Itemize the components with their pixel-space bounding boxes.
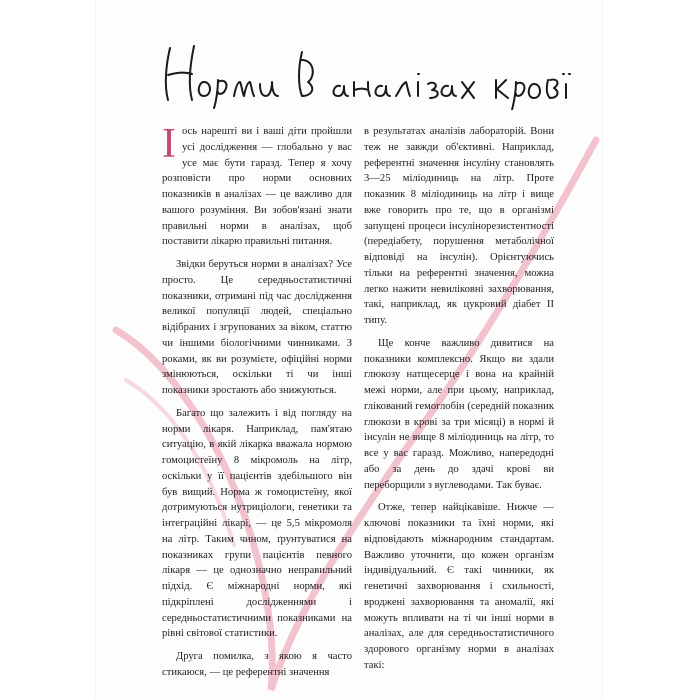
paragraph: в результатах аналізів лабораторій. Вони теж не завжди об'єктивні. Наприклад, референтні значення інсуліну становлять 3—25 мілiодиниць на літр. Проте показник 8 мілiодиниць на літр і вище вже говорить про те, що в організмі запущені процеси інсулінорезистентності (передіабету, порушення метаболічної відповіді на інсулін). Орієнтуючись тільки на референтні значення, можна легко нажити невиліковні захворювання, такі, наприклад, як цукровий діабет II типу.: [364, 126, 554, 326]
drop-cap: І: [162, 121, 176, 167]
paragraph: Друга помилка, з якою я часто стикаюся, — це референтні значення: [162, 651, 352, 678]
paragraph: Багато що залежить і від погляду на норми лікаря. Наприклад, пам'ятаю ситуацію, в якій лікарка вважала нормою гомоцистеїну 8 мікромоль на літр, оскільки у її пацієнтів здебільшого він був вищий. Норма ж гомоцистеїну, якої дотримуються нутриціологи, генетики та інтеграційні лікарі, — це 5,5 мікромоля на літр. Таким чином, ґрунтуватися на показниках групи пацієнтів певного лікаря — це однозначно неправильний підхід. Є міжнародні норми, які підкріплені дослідженнями і середньостатистичними показниками на рівні світової статистики.: [162, 407, 352, 640]
paragraph: Ще конче важливо дивитися на показники комплексно. Якщо ви здали глюкозу натщесерце і вона на крайній межі норми, але при цьому, наприклад, глікований гемоглобін (середній показник глюкози в крові за три місяці) в нормі й інсулін не вище 8 мілiодиниць на літр, то все у вас гаразд. Можливо, напередодні або за день до здачі крові ви переборщили з вуглеводами. Так буває.: [364, 337, 554, 491]
handwritten-title-glyphs: [156, 30, 576, 110]
article-body: [162, 121, 554, 684]
paragraph: Отже, тепер найцікавіше. Нижче — ключові показники та їхні норми, які відповідають міжнародним стандартам. Важливо уточнити, що кожен організм індивідуальний. Є такі чинники, як генетичні захворювання і схильності, вроджені захворювання та аномалії, які можуть впливати на ті чи інші норми в аналізах, але для середньостатистичного здорового організму норми в аналізах такі:: [364, 502, 554, 671]
book-page: [96, 0, 602, 700]
paragraph: Звідки беруться норми в аналізах? Усе просто. Це середньостатистичні показники, отримані під час дослідження великої популяції людей, спеціально відібраних і згрупованих за віком, статтю чи іншими біологічними чинниками. З роками, як ви розумієте, офіційні норми змінюються, оскільки ті чи інші показники зростають або знижуються.: [162, 259, 352, 396]
paragraph: Іось нарешті ви і ваші діти пройшли усі дослідження — глобально у вас усе має бути гаразд. Тепер я хочу розповісти про норми основних показників в аналізах — це важливо для вашого розуміння. Ви зобов'язані знати правильні норми в аналізах, щоб поставити лікарю правильні питання.: [162, 121, 352, 248]
right-column: [364, 124, 554, 684]
left-column: [162, 121, 352, 684]
page-title: [156, 30, 576, 110]
